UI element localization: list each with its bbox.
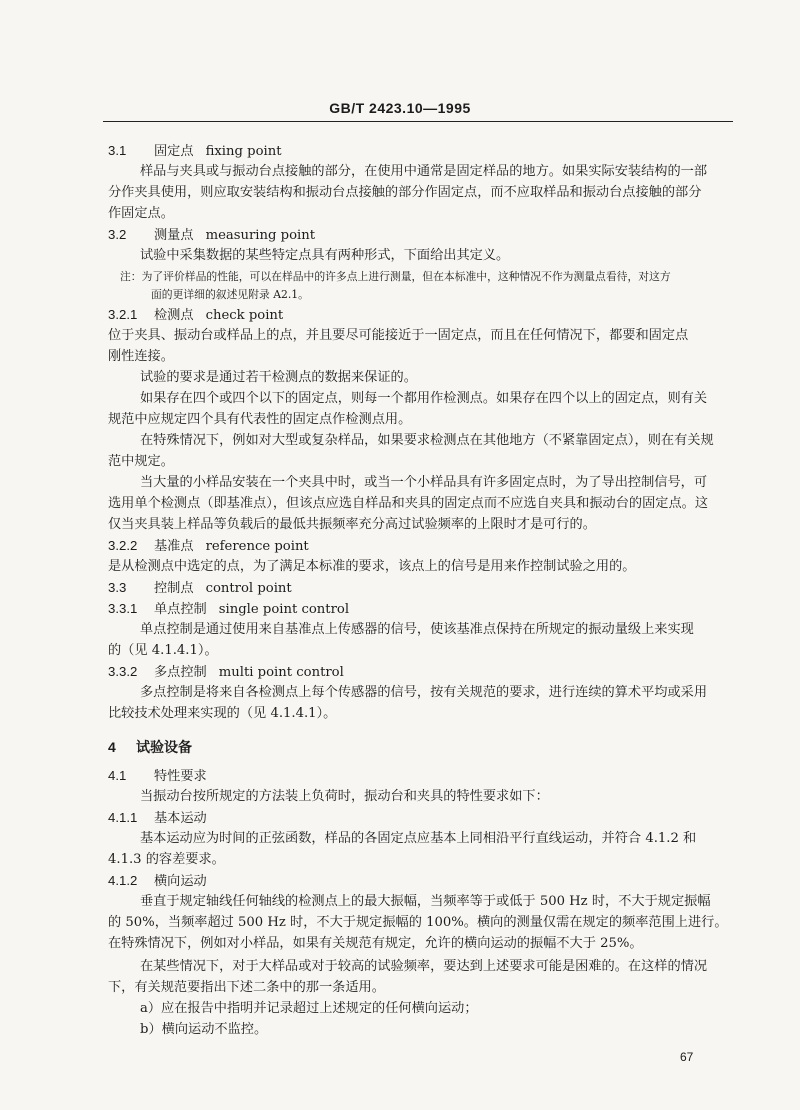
heading-3-2-2: 3.2.2 基准点 reference point [108, 538, 309, 554]
page-number: 67 [680, 1050, 694, 1064]
heading-3-3-2: 3.3.2 多点控制 multi point control [108, 664, 344, 680]
heading-3-3: 3.3 控制点 control point [108, 580, 292, 596]
para-line: 选用单个检测点（即基准点），但该点应选自样品和夹具的固定点而不应选自夹具和振动台的固定点。这 [108, 496, 709, 511]
heading-3-3-1: 3.3.1 单点控制 single point control [108, 601, 350, 617]
para-line: 的（见 4.1.4.1）。 [108, 643, 218, 658]
heading-4-1-2: 4.1.2 横向运动 [108, 873, 207, 888]
para-line: 试验的要求是通过若干检测点的数据来保证的。 [140, 370, 417, 385]
heading-3-2-1: 3.2.1 检测点 check point [108, 307, 284, 323]
heading-4-1-1: 4.1.1 基本运动 [108, 810, 207, 825]
heading-3-2: 3.2 测量点 measuring point [108, 227, 316, 243]
para-line: 比较技术处理来实现的（见 4.1.4.1）。 [108, 706, 337, 721]
para-line: 下，有关规范要指出下述二条中的那一条适用。 [108, 980, 385, 995]
para-line: 当大量的小样品安装在一个夹具中时，或当一个小样品具有许多固定点时，为了导出控制信号，可 [140, 475, 708, 490]
para-line: 刚性连接。 [108, 349, 174, 364]
para-line: 作固定点。 [108, 206, 174, 221]
para-line: 仅当夹具装上样品等负载后的最低共振频率充分高过试验频率的上限时才是可行的。 [108, 517, 596, 532]
note-line: 面的更详细的叙述见附录 A2.1。 [151, 288, 309, 301]
list-item: a）应在报告中指明并记录超过上述规定的任何横向运动； [140, 1001, 478, 1016]
para-line: 在某些情况下，对于大样品或对于较高的试验频率，要达到上述要求可能是困难的。在这样的情况 [140, 959, 708, 974]
para-line: 是从检测点中选定的点，为了满足本标准的要求，该点上的信号是用来作控制试验之用的。 [108, 559, 636, 574]
para-line: 在特殊情况下，例如对小样品，如果有关规范有规定，允许的横向运动的振幅不大于 25%。 [108, 936, 643, 951]
para-line: 的 50%，当频率超过 500 Hz 时，不大于规定振幅的 100%。横向的测量仅需在规定的频率范围上进行。 [108, 915, 728, 930]
para-line: 规范中应规定四个具有代表性的固定点作检测点用。 [108, 412, 412, 427]
para-line: 位于夹具、振动台或样品上的点，并且要尽可能接近于一固定点，而且在任何情况下，都要和固定点 [108, 328, 689, 343]
para-line: 4.1.3 的容差要求。 [108, 852, 225, 867]
para-line: 当振动台按所规定的方法装上负荷时，振动台和夹具的特性要求如下： [140, 789, 549, 804]
para-line: 在特殊情况下，例如对大型或复杂样品，如果要求检测点在其他地方（不紧靠固定点），则在有关规 [140, 433, 714, 448]
para-line: 试验中采集数据的某些特定点具有两种形式，下面给出其定义。 [140, 248, 510, 263]
para-line: 基本运动应为时间的正弦函数，样品的各固定点应基本上同相沿平行直线运动，并符合 4.1.2 和 [140, 831, 697, 846]
para-line: 样品与夹具或与振动台点接触的部分，在使用中通常是固定样品的地方。如果实际安装结构的一部 [140, 164, 708, 179]
para-line: 分作夹具使用，则应取安装结构和振动台点接触的部分作固定点，而不应取样品和振动台点接触的部分 [108, 185, 702, 200]
list-item: b）横向运动不监控。 [140, 1022, 268, 1037]
para-line: 单点控制是通过使用来自基准点上传感器的信号，使该基准点保持在所规定的振动量级上来实现 [140, 622, 694, 637]
para-line: 垂直于规定轴线任何轴线的检测点上的最大振幅，当频率等于或低于 500 Hz 时，不大于规定振幅 [140, 894, 711, 909]
header-rule [103, 121, 733, 122]
heading-4-1: 4.1 特性要求 [108, 768, 207, 783]
heading-3-1: 3.1 固定点 fixing point [108, 143, 282, 159]
para-line: 如果存在四个或四个以下的固定点，则每一个都用作检测点。如果存在四个以上的固定点，则有关 [140, 391, 708, 406]
heading-4: 4 试验设备 [108, 739, 192, 755]
standard-code: GB/T 2423.10—1995 [329, 100, 471, 116]
para-line: 范中规定。 [108, 454, 174, 469]
para-line: 多点控制是将来自各检测点上每个传感器的信号，按有关规范的要求，进行连续的算术平均或采用 [140, 685, 708, 700]
note-line: 注：为了评价样品的性能，可以在样品中的许多点上进行测量，但在本标准中，这种情况不作为测量点看待，对这方 [120, 270, 671, 283]
